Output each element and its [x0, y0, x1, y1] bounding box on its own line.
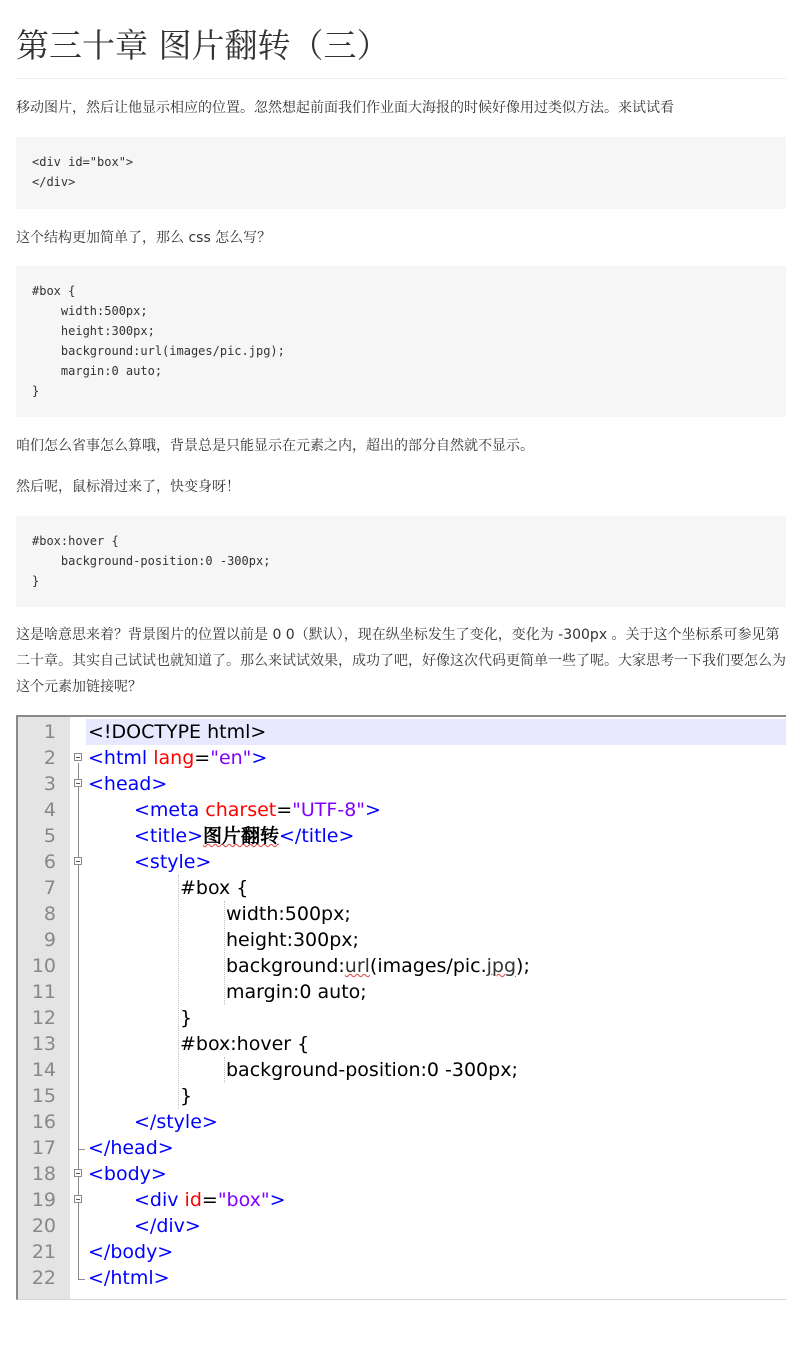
code-token: width:500px;	[226, 903, 351, 925]
code-editor-screenshot	[16, 715, 786, 1300]
code-css-text: #box { width:500px; height:300px; background:url(images/pic.jpg); margin:0 auto; }	[32, 284, 285, 398]
code-block-hover	[16, 516, 786, 607]
code-token: <head>	[88, 773, 168, 795]
line-number: 9	[43, 929, 56, 951]
paragraph-background-note: 咱们怎么省事怎么算哦，背景总是只能显示在元素之内，超出的部分自然就不显示。	[16, 438, 534, 454]
code-hover-text: #box:hover { background-position:0 -300px; }	[32, 534, 271, 588]
code-line-text	[86, 771, 786, 797]
code-line-text	[86, 823, 786, 849]
code-line-text	[86, 1187, 786, 1213]
code-token: =	[194, 747, 211, 769]
code-token: #box:hover {	[180, 1033, 310, 1055]
line-number: 21	[31, 1241, 56, 1263]
line-number: 14	[31, 1059, 56, 1081]
code-line-text	[86, 1005, 786, 1031]
editor-line	[18, 797, 786, 823]
line-number: 12	[31, 1007, 56, 1029]
code-line-text	[86, 1265, 786, 1291]
code-token: </body>	[88, 1241, 174, 1263]
code-line-text	[86, 1109, 786, 1135]
editor-line	[18, 1265, 786, 1291]
code-token: 图片翻转	[203, 825, 280, 847]
editor-line	[18, 1187, 786, 1213]
editor-line	[18, 1161, 786, 1187]
editor-line	[18, 1057, 786, 1083]
code-token: </title>	[279, 825, 355, 847]
paragraph-explanation: 这是啥意思来着？背景图片的位置以前是 0 0（默认），现在纵坐标发生了变化，变化为 -300px 。关于这个坐标系可参见第二十章。其实自己试试也就知道了。那么来试试效果，成功了吧，好像这次代码更简单一些了呢。大家思考一下我们要怎么为这个元素加链接呢？	[16, 627, 786, 695]
editor-line	[18, 901, 786, 927]
paragraph-hover-intro: 然后呢，鼠标滑过来了，快变身呀！	[16, 479, 240, 495]
line-number: 2	[43, 747, 56, 769]
code-line-text	[86, 1083, 786, 1109]
code-line-text	[86, 875, 786, 901]
code-token: );	[516, 955, 530, 977]
code-html-text: <div id="box"> </div>	[32, 155, 134, 189]
code-token: <body>	[88, 1163, 167, 1185]
page-title: 第三十章 图片翻转（三）	[16, 26, 390, 65]
fold-toggle-icon[interactable]	[74, 857, 82, 865]
line-number: 18	[31, 1163, 56, 1185]
paragraph-css-question: 这个结构更加简单了，那么 css 怎么写？	[16, 230, 272, 246]
code-token: url	[344, 955, 370, 977]
line-number: 19	[31, 1189, 56, 1211]
line-number: 15	[31, 1085, 56, 1107]
code-line-text	[86, 745, 786, 771]
code-token: #box {	[180, 877, 249, 899]
code-line-text	[86, 1135, 786, 1161]
code-block-html	[16, 137, 786, 209]
code-token: id	[184, 1189, 202, 1211]
editor-line	[18, 1005, 786, 1031]
code-token: >	[251, 747, 268, 769]
code-token: (images/pic.	[369, 955, 487, 977]
paragraph-intro: 移动图片，然后让他显示相应的位置。忽然想起前面我们作业面大海报的时候好像用过类似方法。来试试看	[16, 100, 674, 116]
code-token: <!DOCTYPE html>	[88, 721, 267, 743]
code-token: =	[276, 799, 293, 821]
code-line-text	[86, 1031, 786, 1057]
line-number: 7	[43, 877, 56, 899]
code-token: jpg	[486, 955, 517, 977]
editor-line	[18, 823, 786, 849]
editor-line	[18, 953, 786, 979]
code-token: "box"	[217, 1189, 270, 1211]
line-number: 4	[43, 799, 56, 821]
code-line-text	[86, 1239, 786, 1265]
code-token: =	[201, 1189, 218, 1211]
code-line-text	[86, 901, 786, 927]
line-number: 10	[31, 955, 56, 977]
code-token: <meta	[134, 799, 206, 821]
editor-line	[18, 1109, 786, 1135]
code-token: </div>	[134, 1215, 201, 1237]
line-number: 6	[43, 851, 56, 873]
line-number: 17	[31, 1137, 56, 1159]
code-token: >	[269, 1189, 286, 1211]
line-number: 3	[43, 773, 56, 795]
code-token: }	[180, 1085, 193, 1107]
code-token: <title>	[134, 825, 203, 847]
editor-line	[18, 745, 786, 771]
code-token: </head>	[88, 1137, 174, 1159]
fold-toggle-icon[interactable]	[74, 1195, 82, 1203]
line-number: 13	[31, 1033, 56, 1055]
code-line-text	[86, 797, 786, 823]
code-token: height:300px;	[226, 929, 359, 951]
code-block-css	[16, 266, 786, 417]
editor-line	[18, 719, 786, 745]
editor-line	[18, 927, 786, 953]
code-token: lang	[153, 747, 195, 769]
code-token: }	[180, 1007, 193, 1029]
line-number: 1	[43, 721, 56, 743]
fold-toggle-icon[interactable]	[74, 753, 82, 761]
code-token: background-position:0 -300px;	[226, 1059, 518, 1081]
code-line-text	[86, 719, 786, 745]
code-token: "en"	[210, 747, 252, 769]
line-number: 16	[31, 1111, 56, 1133]
line-number: 22	[31, 1267, 56, 1289]
code-line-text	[86, 979, 786, 1005]
editor-line	[18, 771, 786, 797]
fold-toggle-icon[interactable]	[74, 1169, 82, 1177]
code-token: <html	[88, 747, 154, 769]
editor-line	[18, 1135, 786, 1161]
editor-line	[18, 979, 786, 1005]
line-number: 8	[43, 903, 56, 925]
editor-line	[18, 1031, 786, 1057]
fold-toggle-icon[interactable]	[74, 779, 82, 787]
code-token: >	[365, 799, 381, 821]
line-number: 5	[43, 825, 56, 847]
code-token: background:	[226, 955, 345, 977]
title-divider	[16, 78, 786, 79]
editor-line	[18, 1083, 786, 1109]
line-number: 20	[31, 1215, 56, 1237]
editor-line	[18, 849, 786, 875]
code-line-text	[86, 927, 786, 953]
code-line-text	[86, 849, 786, 875]
fold-end-marker	[78, 1135, 85, 1150]
code-token: "UTF-8"	[292, 799, 366, 821]
editor-line	[18, 1239, 786, 1265]
code-line-text	[86, 1213, 786, 1239]
code-line-text	[86, 953, 786, 979]
editor-line	[18, 1213, 786, 1239]
code-token: <style>	[134, 851, 212, 873]
line-number: 11	[31, 981, 56, 1003]
code-token: <div	[134, 1189, 185, 1211]
code-token: margin:0 auto;	[226, 981, 367, 1003]
code-token: </style>	[134, 1111, 218, 1133]
code-line-text	[86, 1057, 786, 1083]
code-token: charset	[205, 799, 277, 821]
code-line-text	[86, 1161, 786, 1187]
code-token: </html>	[88, 1267, 170, 1289]
editor-line	[18, 875, 786, 901]
fold-end-marker	[78, 1265, 85, 1280]
